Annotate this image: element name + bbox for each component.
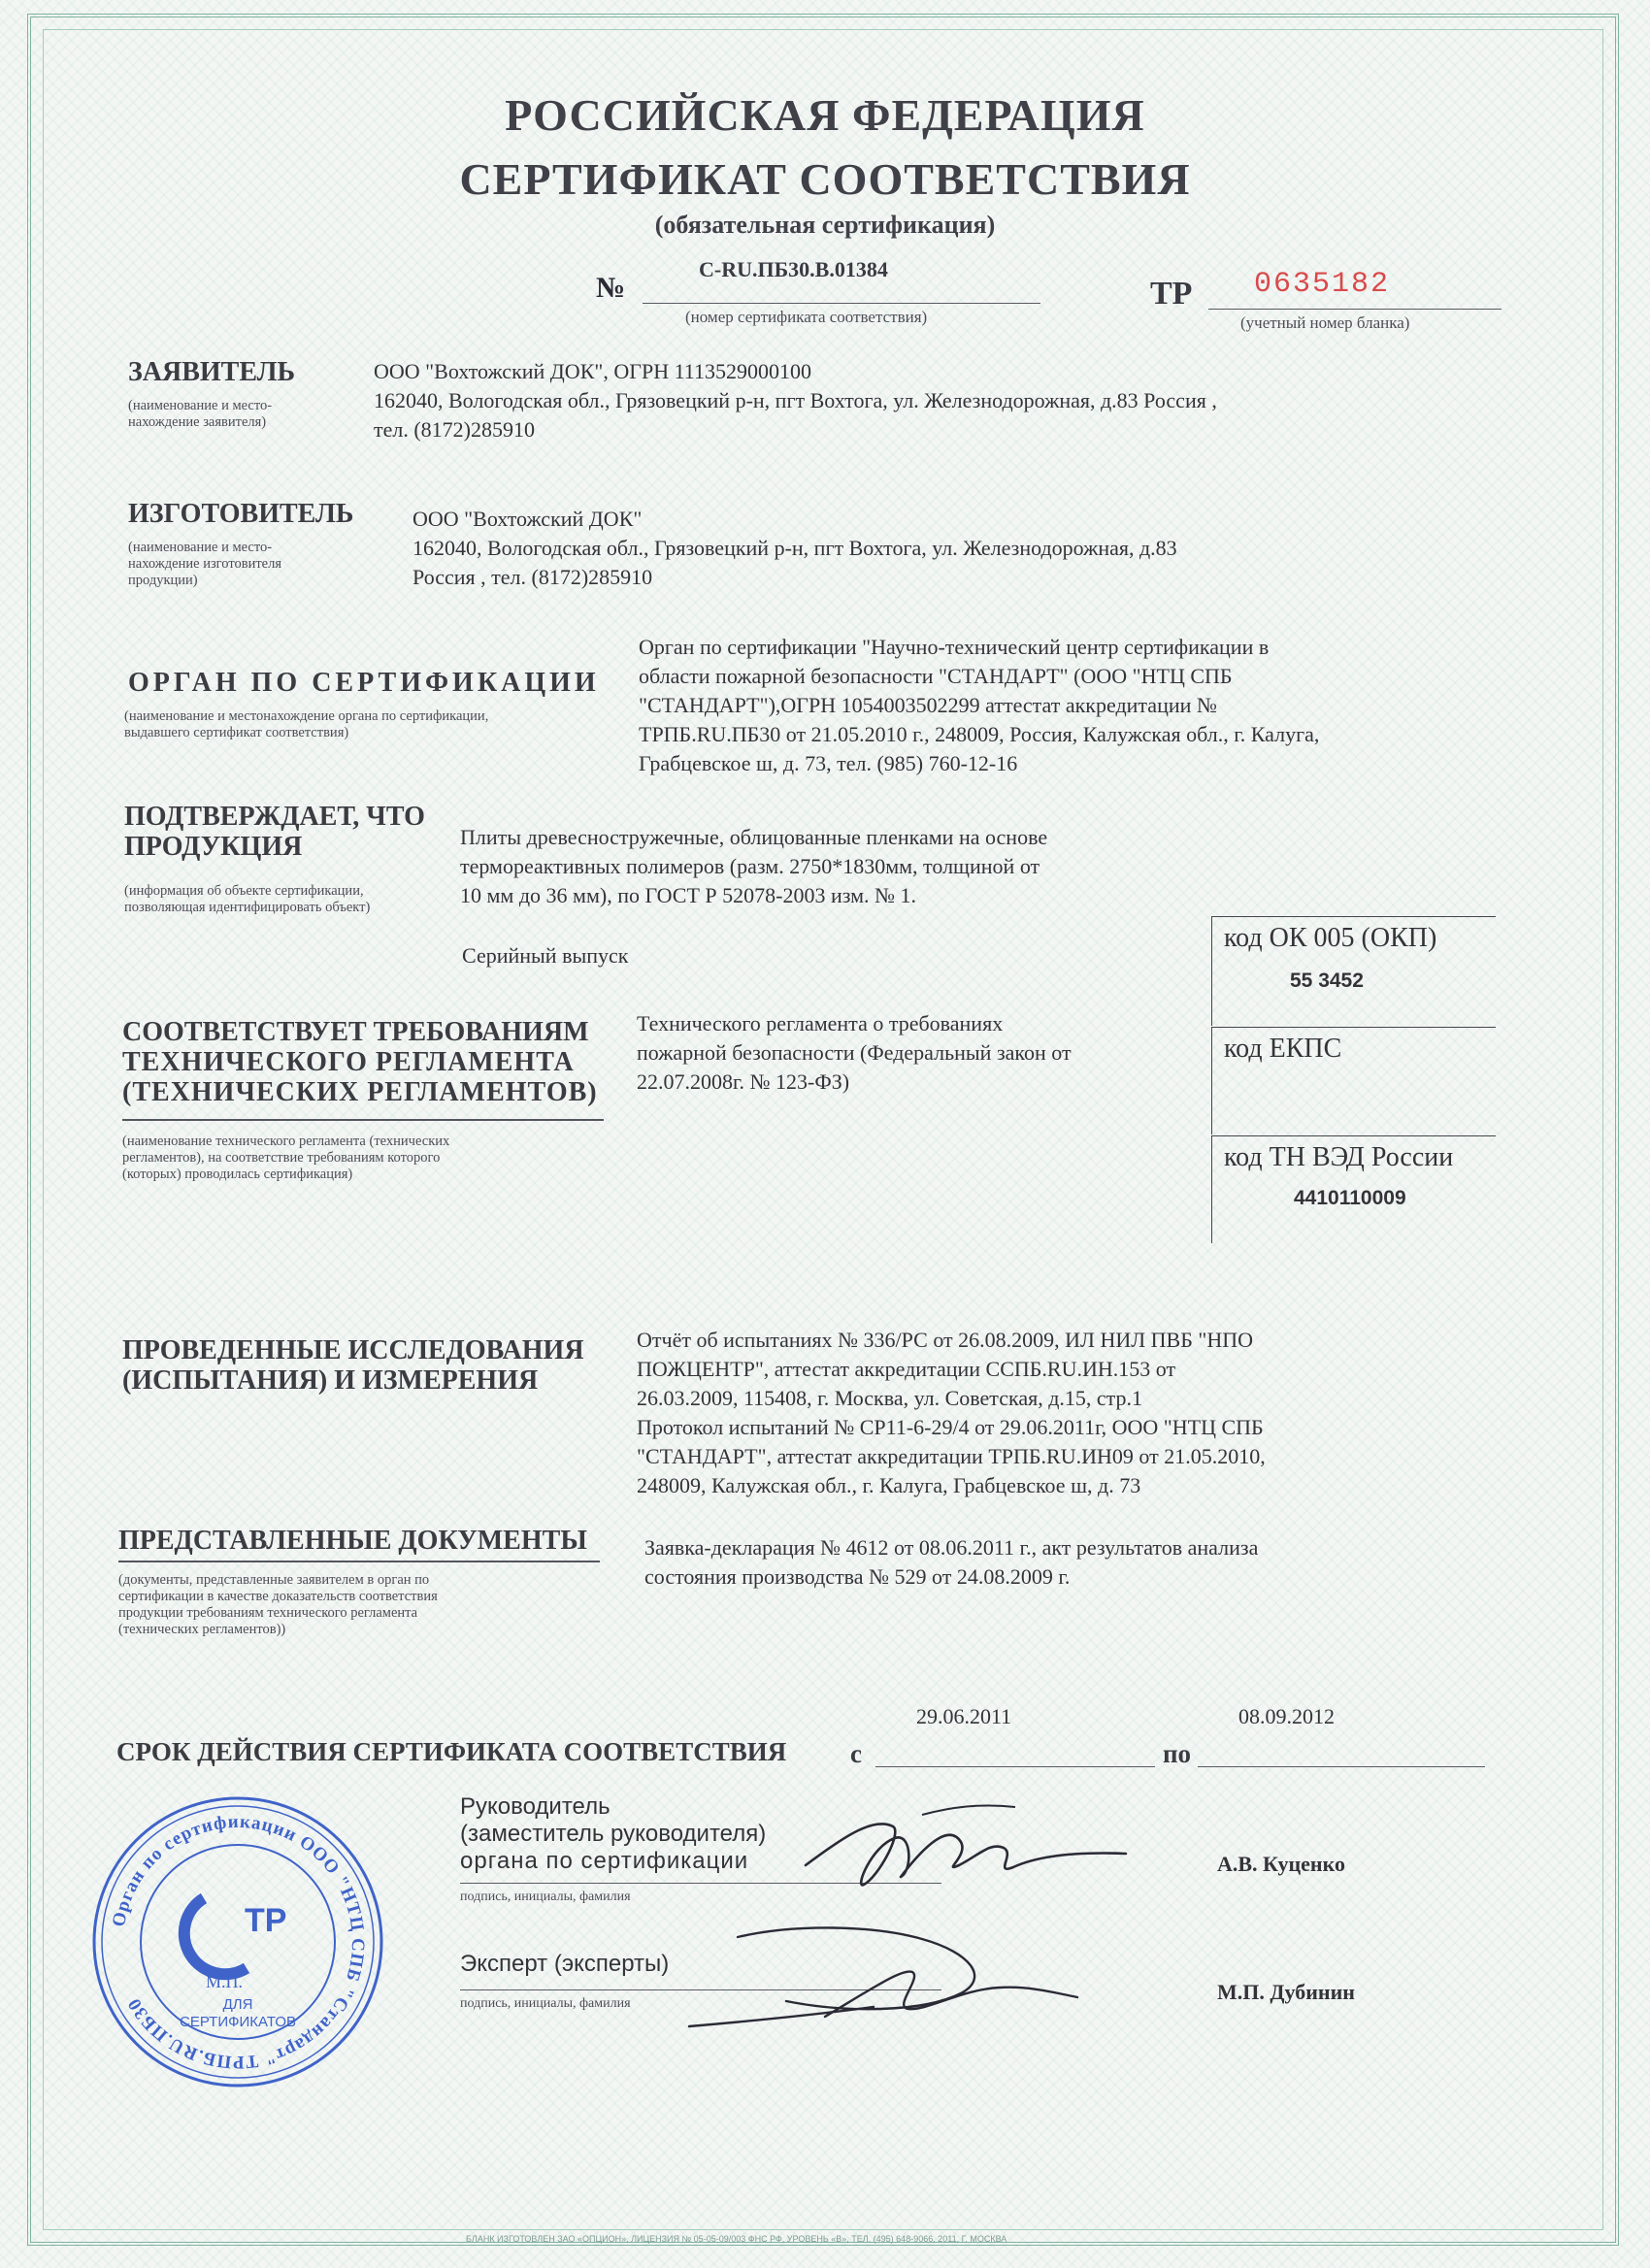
- cert-body-text: Орган по сертификации "Научно-технический центр сертификации в области пожарной безопасности "СТАНДАРТ" (ООО "НТЦ СПБ "СТАНДАРТ"),ОГРН 1054003502299 аттестат аккредитации № ТРПБ.RU.ПБ30 от 21.05.2010 г., 248009, Россия, Калужская обл., г. Калуга, Грабцевское ш, д. 73, тел. (985) 760-12-16: [639, 635, 1320, 775]
- head-signatory-title: Руководитель (заместитель руководителя) органа по сертификации: [460, 1793, 767, 1874]
- manufacturer-text: ООО "Вохтожский ДОК" 162040, Вологодская обл., Грязовецкий р-н, пгт Вохтога, ул. Железнодорожная, д.83 Россия , тел. (8172)285910: [412, 507, 1177, 589]
- documents-title: ПРЕДСТАВЛЕННЫЕ ДОКУМЕНТЫ: [118, 1526, 587, 1556]
- tests-text: Отчёт об испытаниях № 336/РС от 26.08.2009, ИЛ НИЛ ПВБ "НПО ПОЖЦЕНТР", аттестат аккредитации ССПБ.RU.ИН.153 от 26.03.2009, 115408, г. Москва, ул. Советская, д.15, стр.1 Протокол испытаний № СР11-6-29/4 от 29.06.2011г, ООО "НТЦ СПБ "СТАНДАРТ", аттестат аккредитации ТРПБ.RU.ИН09 от 21.05.2010, 248009, Калужская обл., г. Калуга, Грабцевское ш, д. 73: [637, 1328, 1266, 1497]
- expert-signature-caption: подпись, инициалы, фамилия: [460, 1996, 631, 2011]
- tnved-code-box: [1211, 1135, 1496, 1243]
- manufacturer-title: ИЗГОТОВИТЕЛЬ: [128, 499, 354, 529]
- manufacturer-caption: (наименование и место- нахождение изготовителя продукции): [128, 540, 282, 588]
- documents-text: Заявка-декларация № 4612 от 08.06.2011 г., акт результатов анализа состояния производства № 529 от 24.08.2009 г.: [644, 1535, 1259, 1589]
- compliance-text: Технического регламента о требованиях пожарной безопасности (Федеральный закон от 22.07.2008г. № 123-ФЗ): [637, 1011, 1072, 1094]
- stamp-ring-text: Орган по сертификации ООО "НТЦ СПБ "Стандарт" ТРПБ.RU.ПБ30: [108, 1811, 369, 2073]
- tnved-code-value: 4410110009: [1294, 1187, 1406, 1209]
- form-number-caption: (учетный номер бланка): [1240, 313, 1410, 332]
- okp-code-value: 55 3452: [1290, 970, 1364, 992]
- product-text: Плиты древесностружечные, облицованные пленками на основе термореактивных полимеров (разм. 2750*1830мм, толщиной от 10 мм до 36 мм), по ГОСТ Р 52078-2003 изм. № 1.: [460, 825, 1048, 907]
- stamp-mp: М.П.: [206, 1972, 244, 1991]
- documents-caption: (документы, представленные заявителем в орган по сертификации в качестве доказательств соответствия продукции требованиям технического регламента (технических регламентов)): [118, 1572, 438, 1637]
- compliance-title: СООТВЕТСТВУЕТ ТРЕБОВАНИЯМ ТЕХНИЧЕСКОГО РЕГЛАМЕНТА (ТЕХНИЧЕСКИХ РЕГЛАМЕНТОВ): [122, 1017, 598, 1107]
- validity-to-line: [1198, 1766, 1485, 1767]
- form-number: 0635182: [1254, 268, 1391, 301]
- number-underline: [643, 303, 1040, 304]
- form-number-underline: [1208, 309, 1502, 310]
- cert-body-title: ОРГАН ПО СЕРТИФИКАЦИИ: [128, 668, 600, 698]
- number-caption: (номер сертификата соответствия): [685, 308, 928, 326]
- validity-to-date: 08.09.2012: [1238, 1704, 1335, 1728]
- certification-body-stamp: [89, 1793, 386, 2090]
- tr-label: ТР: [1150, 276, 1193, 312]
- product-caption: (информация об объекте сертификации, позволяющая идентифицировать объект): [124, 883, 371, 915]
- stamp-logo-letters: ТР: [245, 1902, 287, 1939]
- tnved-code-label: код ТН ВЭД России: [1224, 1142, 1454, 1172]
- number-sign: №: [596, 272, 626, 304]
- expert-title: Эксперт (эксперты): [460, 1951, 670, 1977]
- validity-label: СРОК ДЕЙСТВИЯ СЕРТИФИКАТА СООТВЕТСТВИЯ: [116, 1737, 787, 1766]
- applicant-text: ООО "Вохтожский ДОК", ОГРН 1113529000100 162040, Вологодская обл., Грязовецкий р-н, пгт Вохтога, ул. Железнодорожная, д.83 Россия , тел. (8172)285910: [374, 359, 1217, 442]
- head-signature: [786, 1797, 1136, 1904]
- product-title: ПОДТВЕРЖДАЕТ, ЧТО ПРОДУКЦИЯ: [124, 802, 425, 862]
- header-title: СЕРТИФИКАТ СООТВЕТСТВИЯ: [459, 154, 1191, 204]
- validity-from-date: 29.06.2011: [916, 1704, 1012, 1728]
- expert-name: М.П. Дубинин: [1217, 1980, 1355, 2004]
- okp-code-label: код ОК 005 (ОКП): [1224, 923, 1437, 953]
- ekps-code-box: [1211, 1027, 1496, 1134]
- applicant-caption: (наименование и место- нахождение заявителя): [128, 398, 273, 430]
- tests-title: ПРОВЕДЕННЫЕ ИССЛЕДОВАНИЯ (ИСПЫТАНИЯ) И ИЗМЕРЕНИЯ: [122, 1335, 584, 1396]
- head-signatory-name: А.В. Куценко: [1217, 1852, 1345, 1876]
- validity-from-line: [875, 1766, 1155, 1767]
- head-signature-caption: подпись, инициалы, фамилия: [460, 1890, 631, 1904]
- header-country: РОССИЙСКАЯ ФЕДЕРАЦИЯ: [505, 90, 1145, 140]
- serial-production: Серийный выпуск: [462, 943, 629, 968]
- compliance-caption: (наименование технического регламента (технических регламентов), на соответствие требованиям которого (которых) проводилась сертификация): [122, 1134, 450, 1182]
- validity-to-label: по: [1163, 1739, 1192, 1768]
- stamp-inner-line2: СЕРТИФИКАТОВ: [179, 2014, 297, 2030]
- stamp-inner-line1: ДЛЯ: [222, 1996, 253, 2013]
- svg-text:Орган по сертификации ООО "НТЦ: [109, 1812, 368, 2072]
- ekps-code-label: код ЕКПС: [1224, 1034, 1342, 1064]
- documents-underline: [118, 1561, 600, 1562]
- applicant-title: ЗАЯВИТЕЛЬ: [128, 357, 296, 387]
- validity-from-label: с: [850, 1739, 862, 1768]
- header-subtitle: (обязательная сертификация): [654, 211, 996, 239]
- expert-signature: [679, 1920, 1087, 2036]
- compliance-underline: [122, 1119, 604, 1121]
- cert-body-caption: (наименование и местонахождение органа по сертификации, выдавшего сертификат соответствия): [124, 708, 489, 740]
- okp-code-box: [1211, 916, 1496, 1026]
- form-imprint: БЛАНК ИЗГОТОВЛЕН ЗАО «ОПЦИОН», ЛИЦЕНЗИЯ № 05-05-09/003 ФНС РФ, УРОВЕНЬ «В», ТЕЛ. (495) 648-9066, 2011, Г. МОСКВА: [466, 2234, 1007, 2244]
- certificate-number: C-RU.ПБ30.В.01384: [699, 257, 888, 281]
